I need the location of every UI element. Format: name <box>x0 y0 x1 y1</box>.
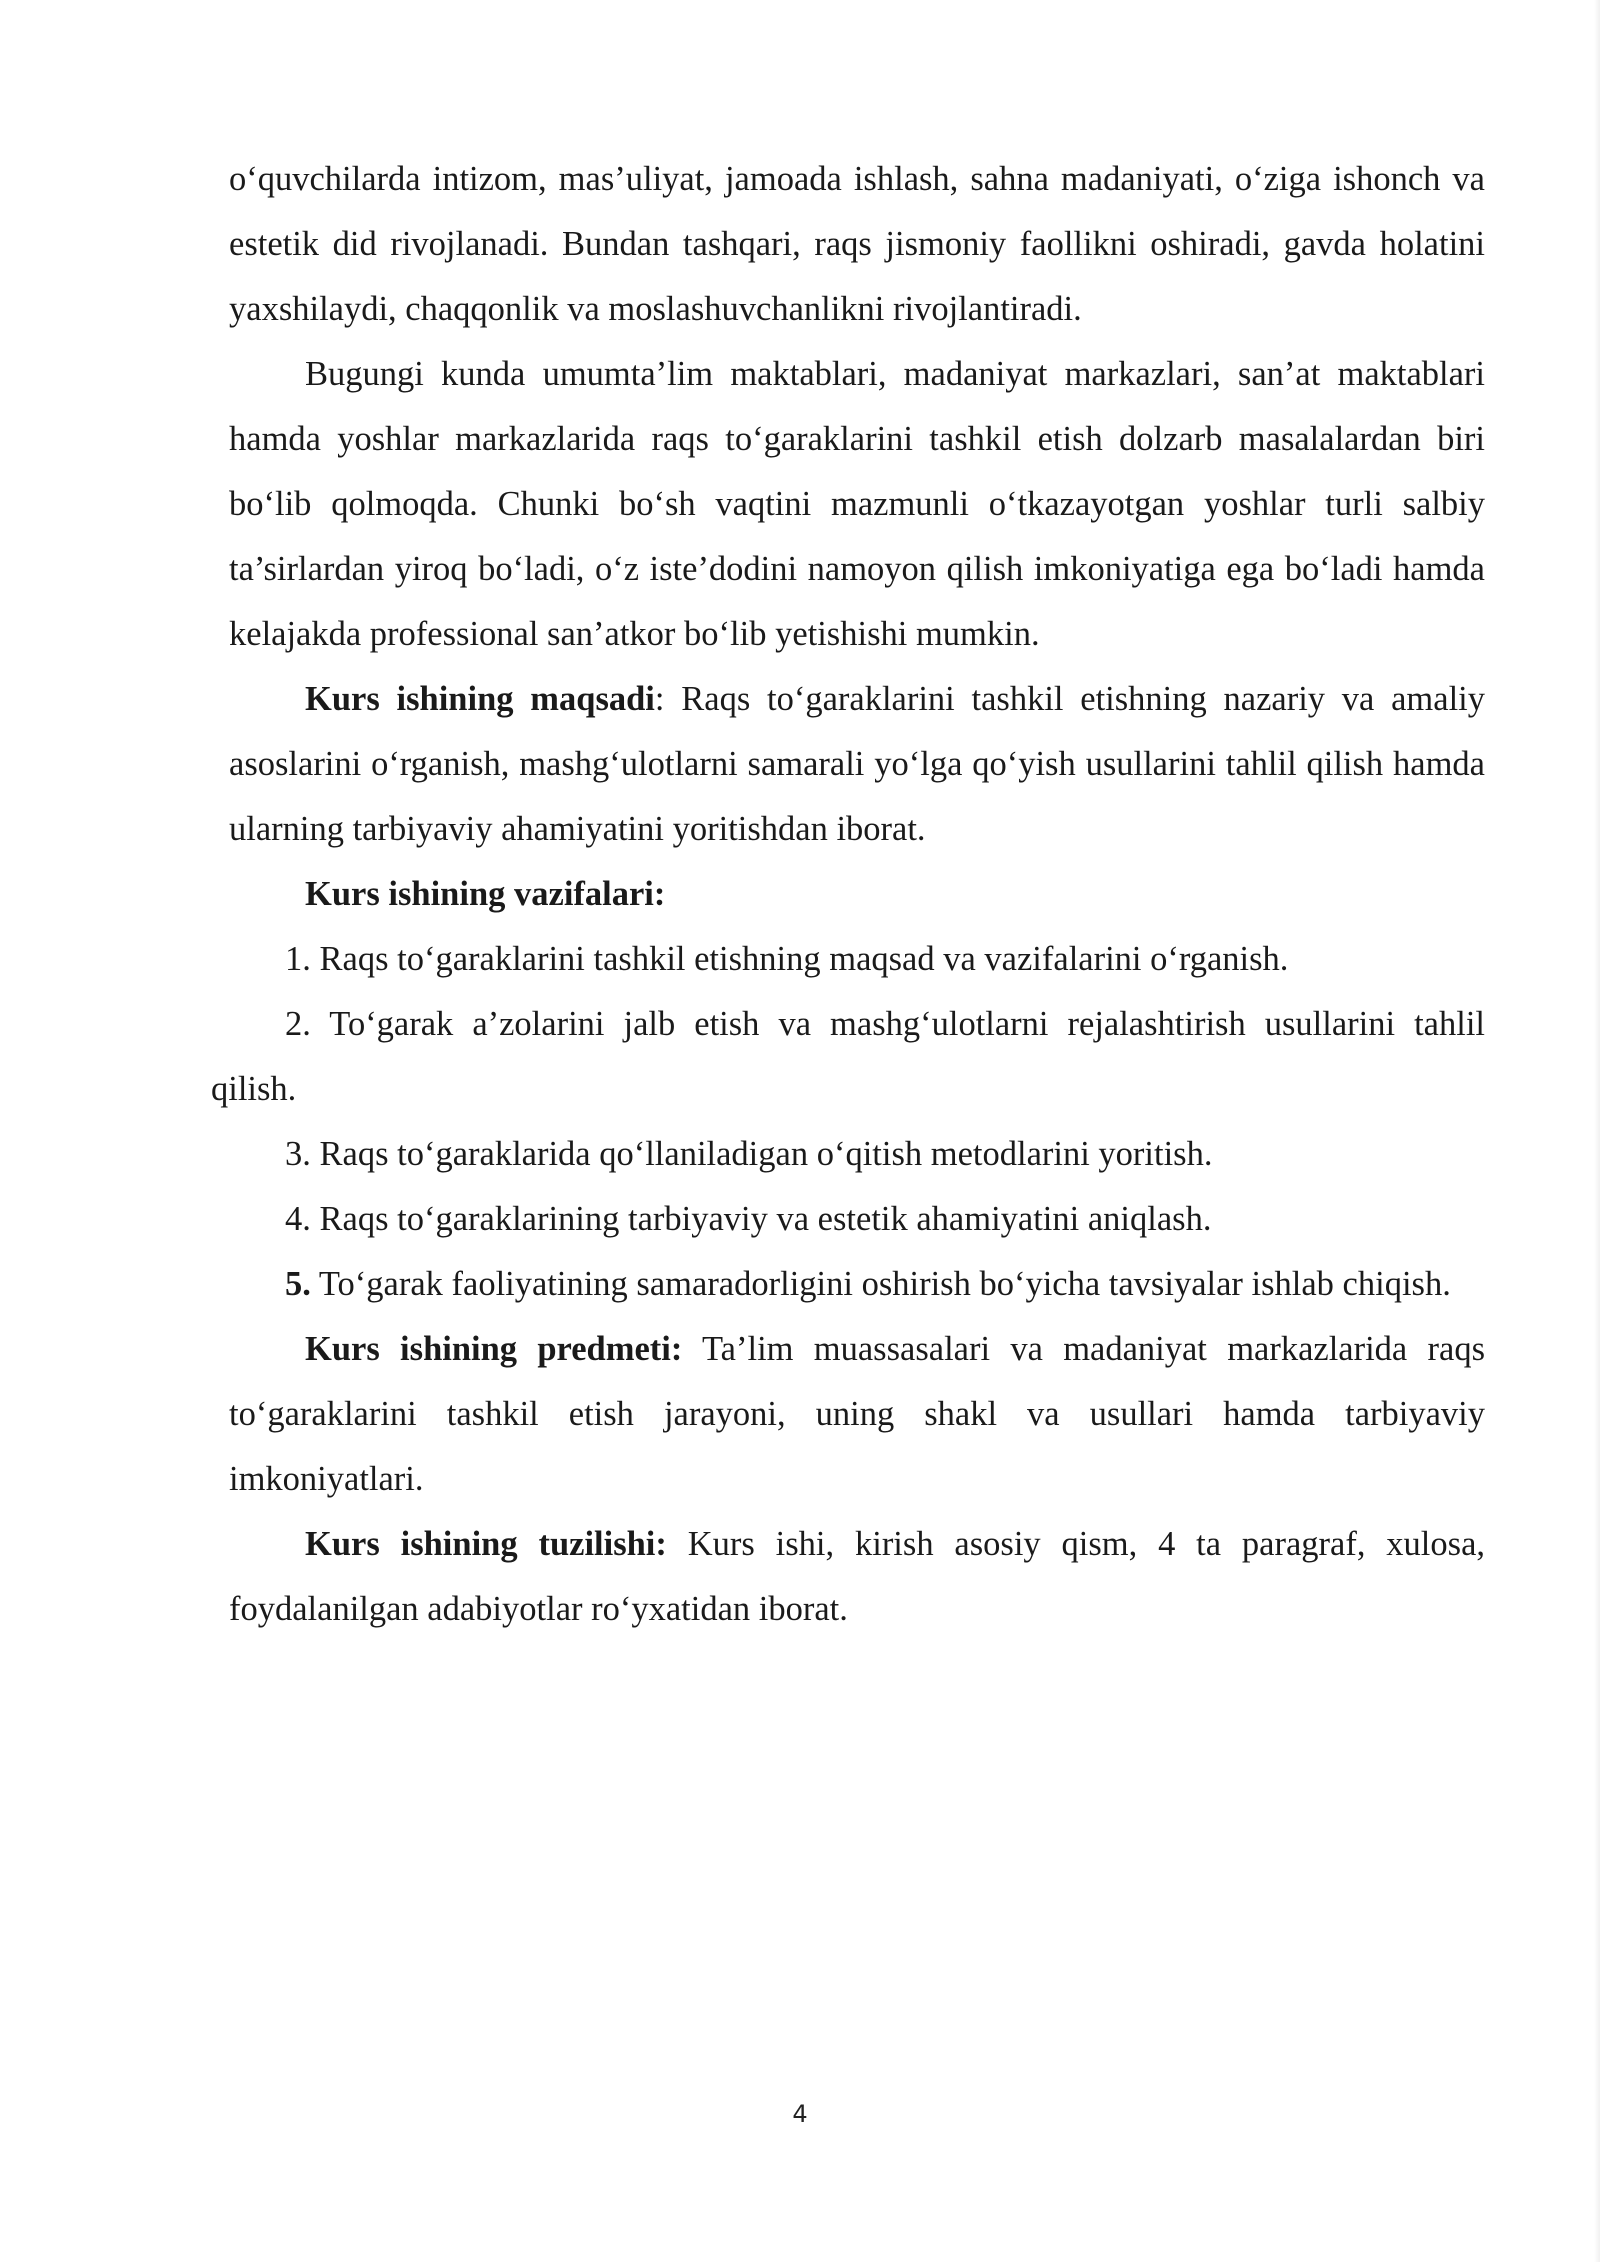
tasks-heading <box>229 862 1485 927</box>
structure-paragraph <box>229 1512 1485 1642</box>
task-item-4 <box>229 1187 1485 1252</box>
tasks-label: Kurs ishining vazifalari: <box>305 875 666 913</box>
task-item-5 <box>211 1252 1485 1317</box>
task-number: 4. <box>285 1200 311 1238</box>
subject-text: Ta’lim muassasalari va madaniyat markazlarida raqs to‘garaklarini tashkil etish jarayoni, uning shakl va usullari hamda tarbiyaviy imkoniyatlari. <box>229 1330 1486 1498</box>
task-number: 5. <box>285 1265 311 1303</box>
task-item-3 <box>229 1122 1485 1187</box>
task-text: Raqs to‘garaklarida qo‘llaniladigan o‘qitish metodlarini yoritish. <box>310 1135 1213 1173</box>
structure-label: Kurs ishining tuzilishi: <box>305 1525 667 1563</box>
goal-text: Raqs to‘garaklarini tashkil etishning nazariy va amaliy asoslarini o‘rganish, mashg‘ulotlarni samarali yo‘lga qo‘yish usullarini tahlil qilish hamda ularning tarbiyaviy ahamiyatini yoritishdan iborat. <box>229 680 1485 848</box>
task-text: To‘garak a’zolarini jalb etish va mashg‘ulotlarni rejalashtirish usullarini tahlil qilish. <box>211 1005 1485 1108</box>
intro-continuation-paragraph: o‘quvchilarda intizom, mas’uliyat, jamoada ishlash, sahna madaniyati, o‘ziga ishonch va estetik did rivojlanadi. Bundan tashqari, raqs jismoniy faollikni oshiradi, gavda holatini yaxshilaydi, chaqqonlik va moslashuvchanlikni rivojlantiradi. <box>229 160 1485 328</box>
goal-label: Kurs ishining maqsadi <box>305 680 655 718</box>
task-text: To‘garak faoliyatining samaradorligini oshirish bo‘yicha tavsiyalar ishlab chiqish. <box>310 1265 1451 1303</box>
document-body <box>211 147 1486 1642</box>
page-number: 4 <box>792 2100 808 2128</box>
subject-label: Kurs ishining predmeti: <box>305 1330 683 1368</box>
goal-separator: : <box>654 680 665 718</box>
structure-text: Kurs ishi, kirish asosiy qism, 4 ta paragraf, xulosa, foydalanilgan adabiyotlar ro‘yxatidan iborat. <box>229 1525 1486 1628</box>
goal-paragraph <box>229 667 1485 862</box>
subject-paragraph <box>229 1317 1485 1512</box>
page-edge-shadow <box>1594 0 1600 2262</box>
task-item-2 <box>211 992 1485 1122</box>
task-item-1 <box>229 927 1485 992</box>
task-text: Raqs to‘garaklarining tarbiyaviy va estetik ahamiyatini aniqlash. <box>310 1200 1212 1238</box>
task-number: 2. <box>285 1005 311 1043</box>
task-number: 3. <box>285 1135 311 1173</box>
task-number: 1. <box>285 940 311 978</box>
task-text: Raqs to‘garaklarini tashkil etishning maqsad va vazifalarini o‘rganish. <box>310 940 1289 978</box>
relevance-paragraph: Bugungi kunda umumta’lim maktablari, madaniyat markazlari, san’at maktablari hamda yoshlar markazlarida raqs to‘garaklarini tashkil etish dolzarb masalalardan biri bo‘lib qolmoqda. Chunki bo‘sh vaqtini mazmunli o‘tkazayotgan yoshlar turli salbiy ta’sirlardan yiroq bo‘ladi, o‘z iste’dodini namoyon qilish imkoniyatiga ega bo‘ladi hamda kelajakda professional san’atkor bo‘lib yetishishi mumkin. <box>229 355 1485 653</box>
